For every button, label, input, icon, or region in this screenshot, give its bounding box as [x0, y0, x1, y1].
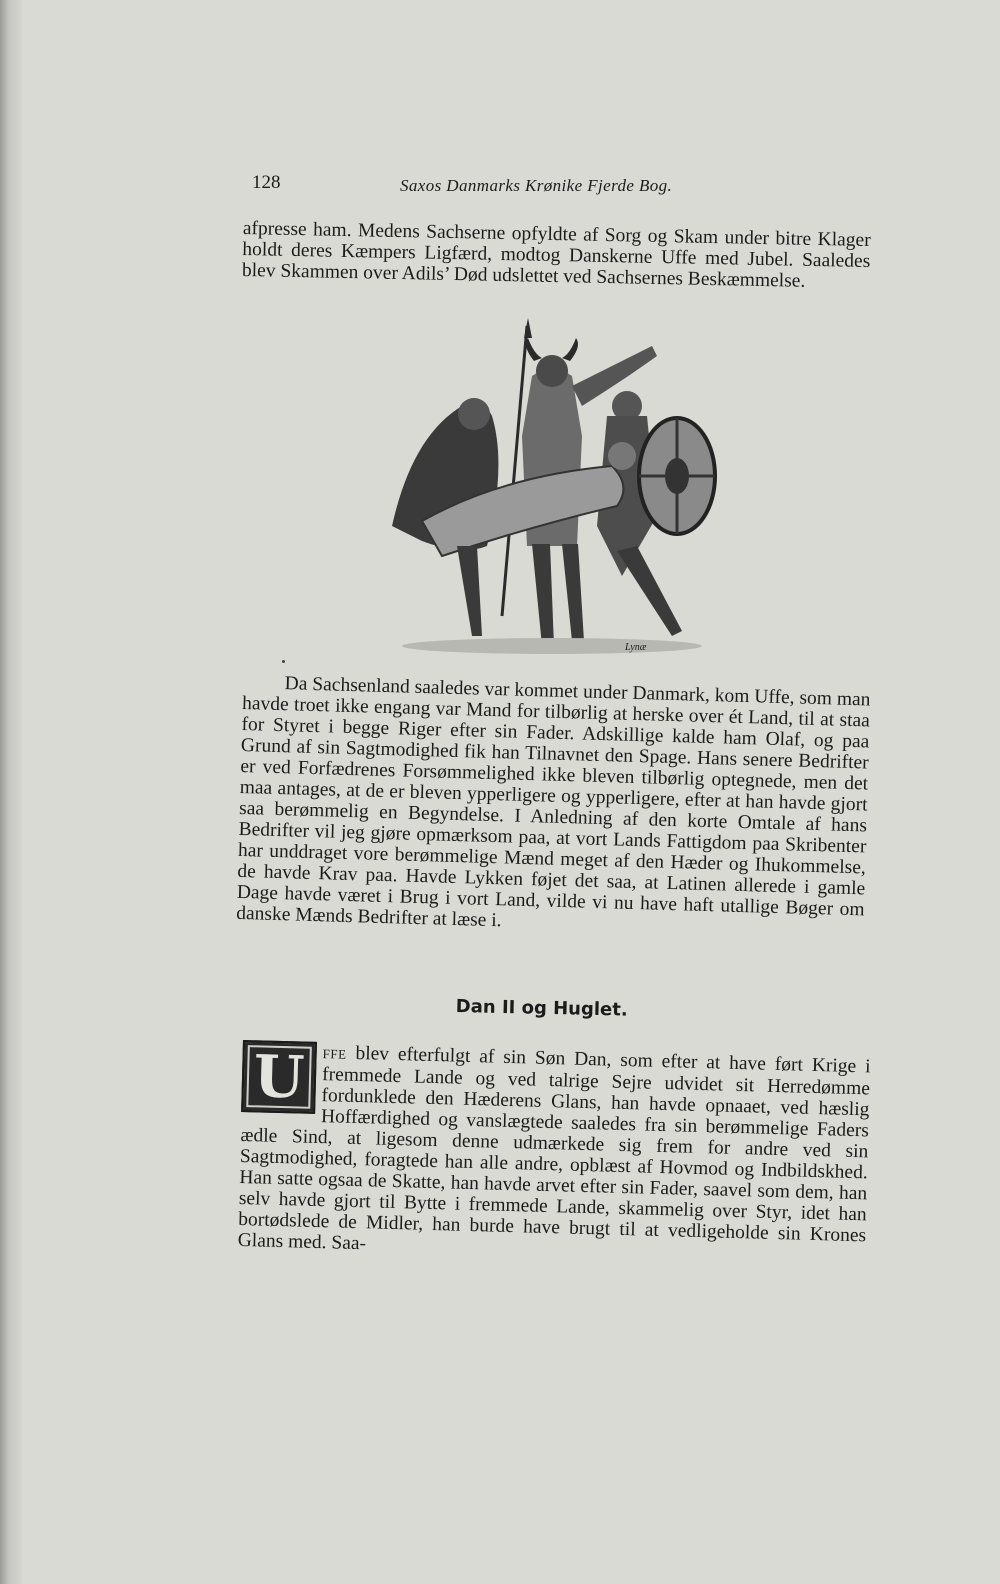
paragraph-1: [242, 218, 871, 293]
artist-signature: Lynæ: [625, 642, 647, 653]
book-gutter: [0, 0, 22, 1584]
head-left-shape: [458, 398, 490, 430]
paragraph-3: [237, 1040, 870, 1267]
paragraph-2-text: Da Sachsenland saaledes var kommet under Danmark, kom Uffe, som man havde troet ikke engang var Mand for tilbørlig at herske over ét Land, til at staa for Styret i begge Riger efter sin Fader. Adskillige kalde ham Olaf, og paa Grund af sin Sagtmodighed fik han Tilnavnet den Spage. Hans senere Bedrifter er ved Forfædrenes Forsømmelighed ikke bleven tilbørlig optegnede, men det maa antages, at de er bleven ypperligere og ypperligere, efter at han havde gjort saa berømmelig en Begyndelse. I Anledning af den korte Omtale af hans Bedrifter vil jeg gjøre opmærksom paa, at vort Lands Fattigdom paa Skribenter har unddraget vore berømmelige Mænd meget af den Hæder og Ihukommelse, de havde Krav paa. Havde Lykken føjet det saa, at Latinen allerede i gamle Dage havde været i Brug i vort Land, vilde vi nu have haft utallige Bøger om danske Mænds Bedrifter at læse i.: [235, 673, 871, 932]
raised-arm-shape: [572, 346, 657, 406]
paragraph-3-text: blev efterfulgt af sin Søn Dan, som efter at have ført Krige i fremmede Lande og ved talrige Sejre udvidet sit Herredømme fordunklede den Hæderens Glans, han havde opnaaet, ved hæslig Hoffærdighed og vanslægtede saaledes fra sin berømmelige Faders ædle Sind, at ligesom denne udmærkede sig frem for andre ved sin Sagtmodighed, foragtede han alle andre, opblæst af Hovmod og Indbildskhed. Han satte ogsaa de Skatte, han havde arvet efter sin Fader, saavel som dem, han selv havde gjort til Bytte i fremmede Lande, skammelig over Styr, idet han bortødslede de Midler, han burde have brugt til at vedligeholde sin Krones Glans med. Saa-: [237, 1042, 871, 1255]
paragraph-3-container: [237, 1040, 870, 1267]
spear-shape: [502, 326, 527, 616]
page-header: [252, 172, 872, 202]
first-word-smallcaps: FFE: [322, 1046, 347, 1062]
viking-illustration: [382, 316, 722, 666]
paragraph-1-text: afpresse ham. Medens Sachserne opfyldte af Sorg og Skam under bitre Klager holdt deres Kæmpers Ligfærd, modtog Danskerne Uffe med Jubel. Saaledes blev Skammen over Adils’ Død udslettet ved Sachsernes Beskæmmelse.: [241, 218, 871, 292]
viking-warriors-image: [382, 316, 722, 666]
section-heading: Dan II og Huglet.: [455, 996, 628, 1021]
page-number: 128: [252, 172, 281, 193]
paragraph-2: [236, 672, 871, 941]
horn-right-shape: [562, 338, 578, 361]
ground-shadow-shape: [402, 638, 702, 654]
spear-tip-shape: [524, 318, 532, 338]
head-center-shape: [536, 355, 568, 387]
print-speck: [282, 660, 285, 663]
running-title: Saxos Danmarks Krønike Fjerde Bog.: [400, 176, 673, 195]
head-fallen-shape: [608, 442, 636, 470]
decorated-initial: U: [241, 1040, 317, 1114]
horn-left-shape: [526, 338, 542, 361]
